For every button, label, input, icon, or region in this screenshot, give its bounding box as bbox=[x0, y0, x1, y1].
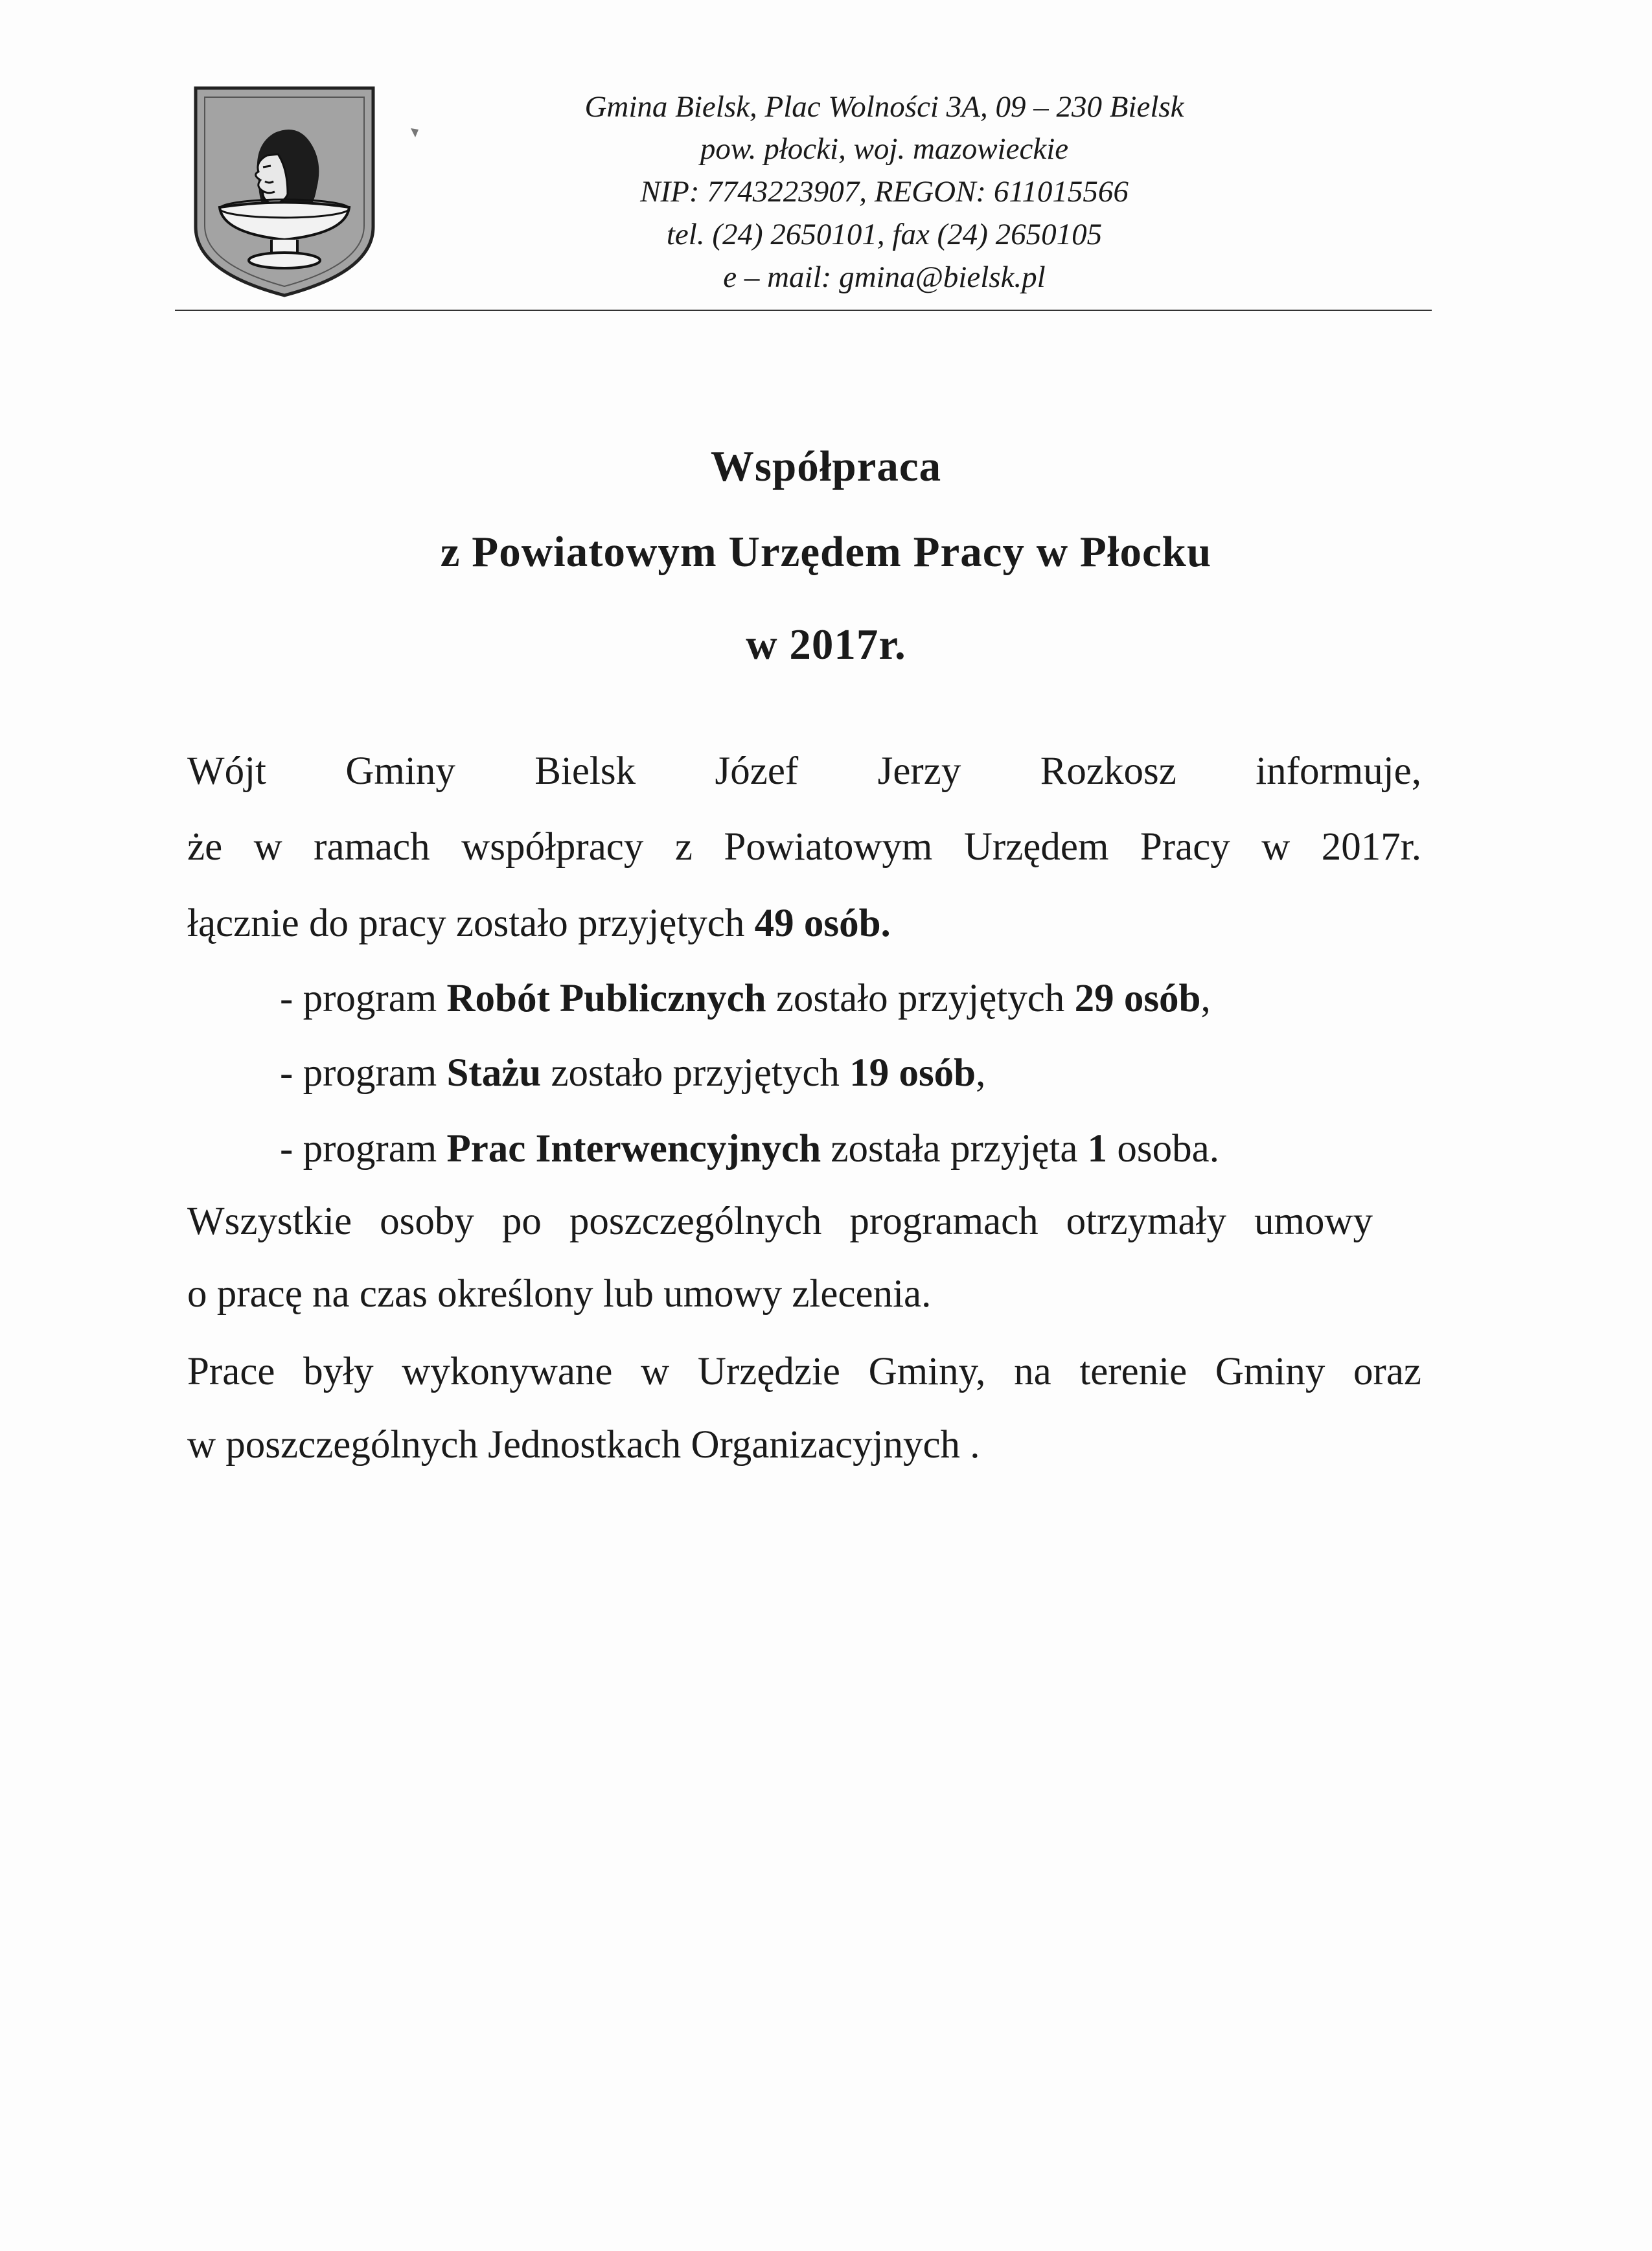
list-item bbox=[280, 1050, 1514, 1097]
list-item-suffix: , bbox=[1200, 977, 1211, 1020]
list-item-prefix: - program bbox=[280, 977, 447, 1020]
program-count: 1 bbox=[1087, 1127, 1108, 1171]
program-count: 19 osób bbox=[849, 1051, 976, 1095]
body-line-7: w poszczególnych Jednostkach Organizacyjnych . bbox=[187, 1423, 980, 1467]
list-item bbox=[280, 976, 1514, 1022]
list-item-prefix: - program bbox=[280, 1127, 447, 1171]
address-line-4: tel. (24) 2650101, fax (24) 2650105 bbox=[666, 218, 1103, 251]
title-line-2: z Powiatowym Urzędem Pracy w Płocku bbox=[440, 528, 1212, 576]
body-line-1: Wójt Gminy Bielsk Józef Jerzy Rozkosz informuje, bbox=[187, 749, 1421, 793]
program-name: Stażu bbox=[446, 1051, 542, 1095]
scan-speck bbox=[409, 127, 420, 139]
title-line-1: Współpraca bbox=[710, 442, 942, 490]
address-line-3: NIP: 7743223907, REGON: 611015566 bbox=[640, 175, 1129, 209]
body-line-3 bbox=[187, 900, 1421, 947]
program-count: 29 osób bbox=[1074, 977, 1201, 1020]
list-item-text: zostało przyjętych bbox=[541, 1051, 850, 1095]
body-line-2: że w ramach współpracy z Powiatowym Urzędem Pracy w 2017r. bbox=[187, 825, 1421, 869]
list-item bbox=[280, 1126, 1514, 1172]
list-item-suffix: osoba. bbox=[1107, 1127, 1219, 1171]
list-item-suffix: , bbox=[976, 1051, 986, 1095]
email-line[interactable]: e – mail: gmina@bielsk.pl bbox=[723, 260, 1046, 294]
coat-of-arms-icon bbox=[190, 84, 378, 298]
title-line-3: w 2017r. bbox=[746, 621, 906, 668]
total-count: 49 osób. bbox=[754, 902, 891, 945]
list-item-text: została przyjęta bbox=[821, 1127, 1088, 1171]
address-line-1: Gmina Bielsk, Plac Wolności 3A, 09 – 230 Bielsk bbox=[584, 90, 1184, 124]
body-line-6: Prace były wykonywane w Urzędzie Gminy, na terenie Gminy oraz bbox=[187, 1350, 1421, 1393]
program-name: Prac Interwencyjnych bbox=[446, 1127, 821, 1171]
list-item-prefix: - program bbox=[280, 1051, 447, 1095]
body-line-5: o pracę na czas określony lub umowy zlecenia. bbox=[187, 1272, 932, 1316]
list-item-text: zostało przyjętych bbox=[766, 977, 1075, 1020]
body-line-3-text: łącznie do pracy zostało przyjętych bbox=[187, 902, 755, 945]
body-line-4: Wszystkie osoby po poszczególnych programach otrzymały umowy bbox=[187, 1200, 1373, 1243]
program-name: Robót Publicznych bbox=[446, 977, 766, 1020]
address-line-2: pow. płocki, woj. mazowieckie bbox=[700, 132, 1069, 166]
header-divider bbox=[175, 310, 1432, 311]
